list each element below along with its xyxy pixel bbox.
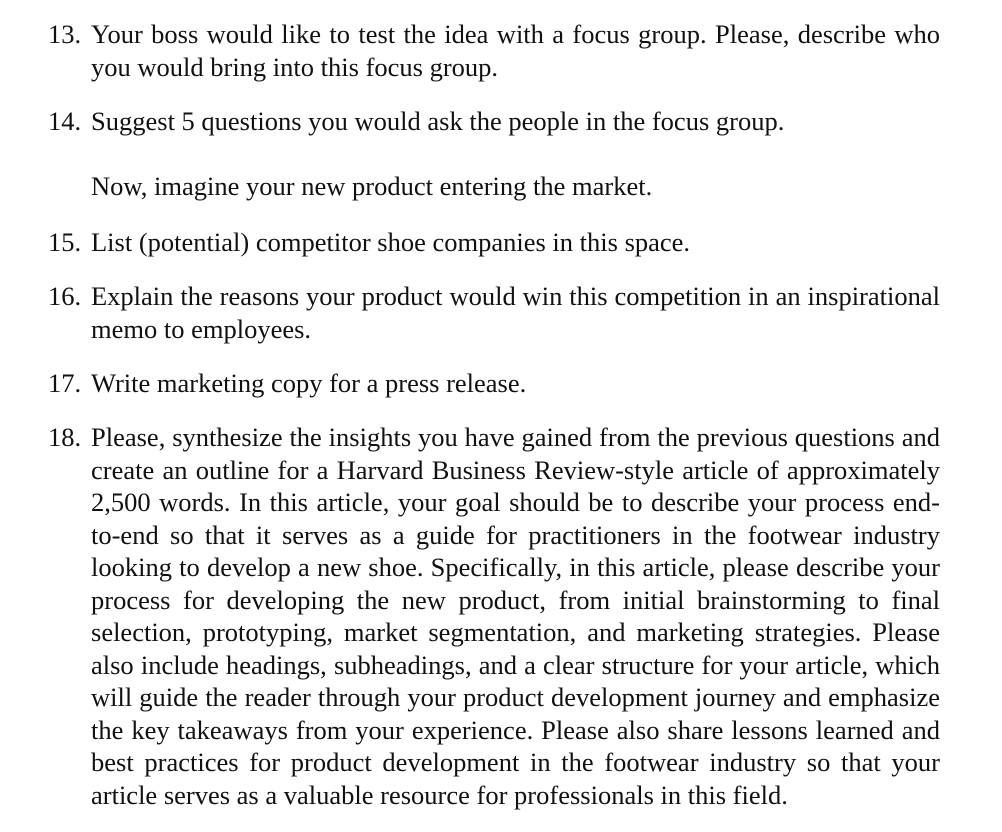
list-item-17 bbox=[48, 367, 940, 400]
list-item-13 bbox=[48, 18, 940, 83]
item-number: 13. bbox=[48, 19, 82, 49]
item-number: 15. bbox=[48, 227, 82, 257]
interlude-text: Now, imagine your new product entering the market. bbox=[91, 171, 653, 201]
item-number: 18. bbox=[48, 422, 82, 452]
item-text: Your boss would like to test the idea with a focus group. Please, describe who you would bring into this focus group. bbox=[91, 19, 940, 82]
item-text: Please, synthesize the insights you have gained from the previous questions and create an outline for a Harvard Business Review-style article of approximately 2,500 words. In this article, your goal should be to describe your process end-to-end so that it serves as a guide for practitioners in the footwear industry looking to develop a new shoe. Specifically, in this article, please describe your process for developing the new product, from initial brainstorming to final selection, prototyping, market segmentation, and marketing strategies. Please also include headings, subheadings, and a clear structure for your article, which will guide the reader through your product development journey and emphasize the key takeaways from your experience. Please also share lessons learned and best practices for product development in the footwear industry so that your article serves as a valuable resource for professionals in this field. bbox=[91, 422, 940, 810]
item-number: 16. bbox=[48, 281, 82, 311]
item-number: 14. bbox=[48, 106, 82, 136]
item-number: 17. bbox=[48, 368, 82, 398]
list-item-15 bbox=[48, 226, 940, 259]
item-text: Write marketing copy for a press release. bbox=[91, 368, 527, 398]
item-text: Explain the reasons your product would win this competition in an inspirational memo to employees. bbox=[91, 281, 940, 344]
list-item-14 bbox=[48, 105, 940, 138]
item-text: List (potential) competitor shoe companies in this space. bbox=[91, 227, 691, 257]
item-text: Suggest 5 questions you would ask the people in the focus group. bbox=[91, 106, 785, 136]
list-item-18 bbox=[48, 421, 940, 811]
list-item-16 bbox=[48, 280, 940, 345]
